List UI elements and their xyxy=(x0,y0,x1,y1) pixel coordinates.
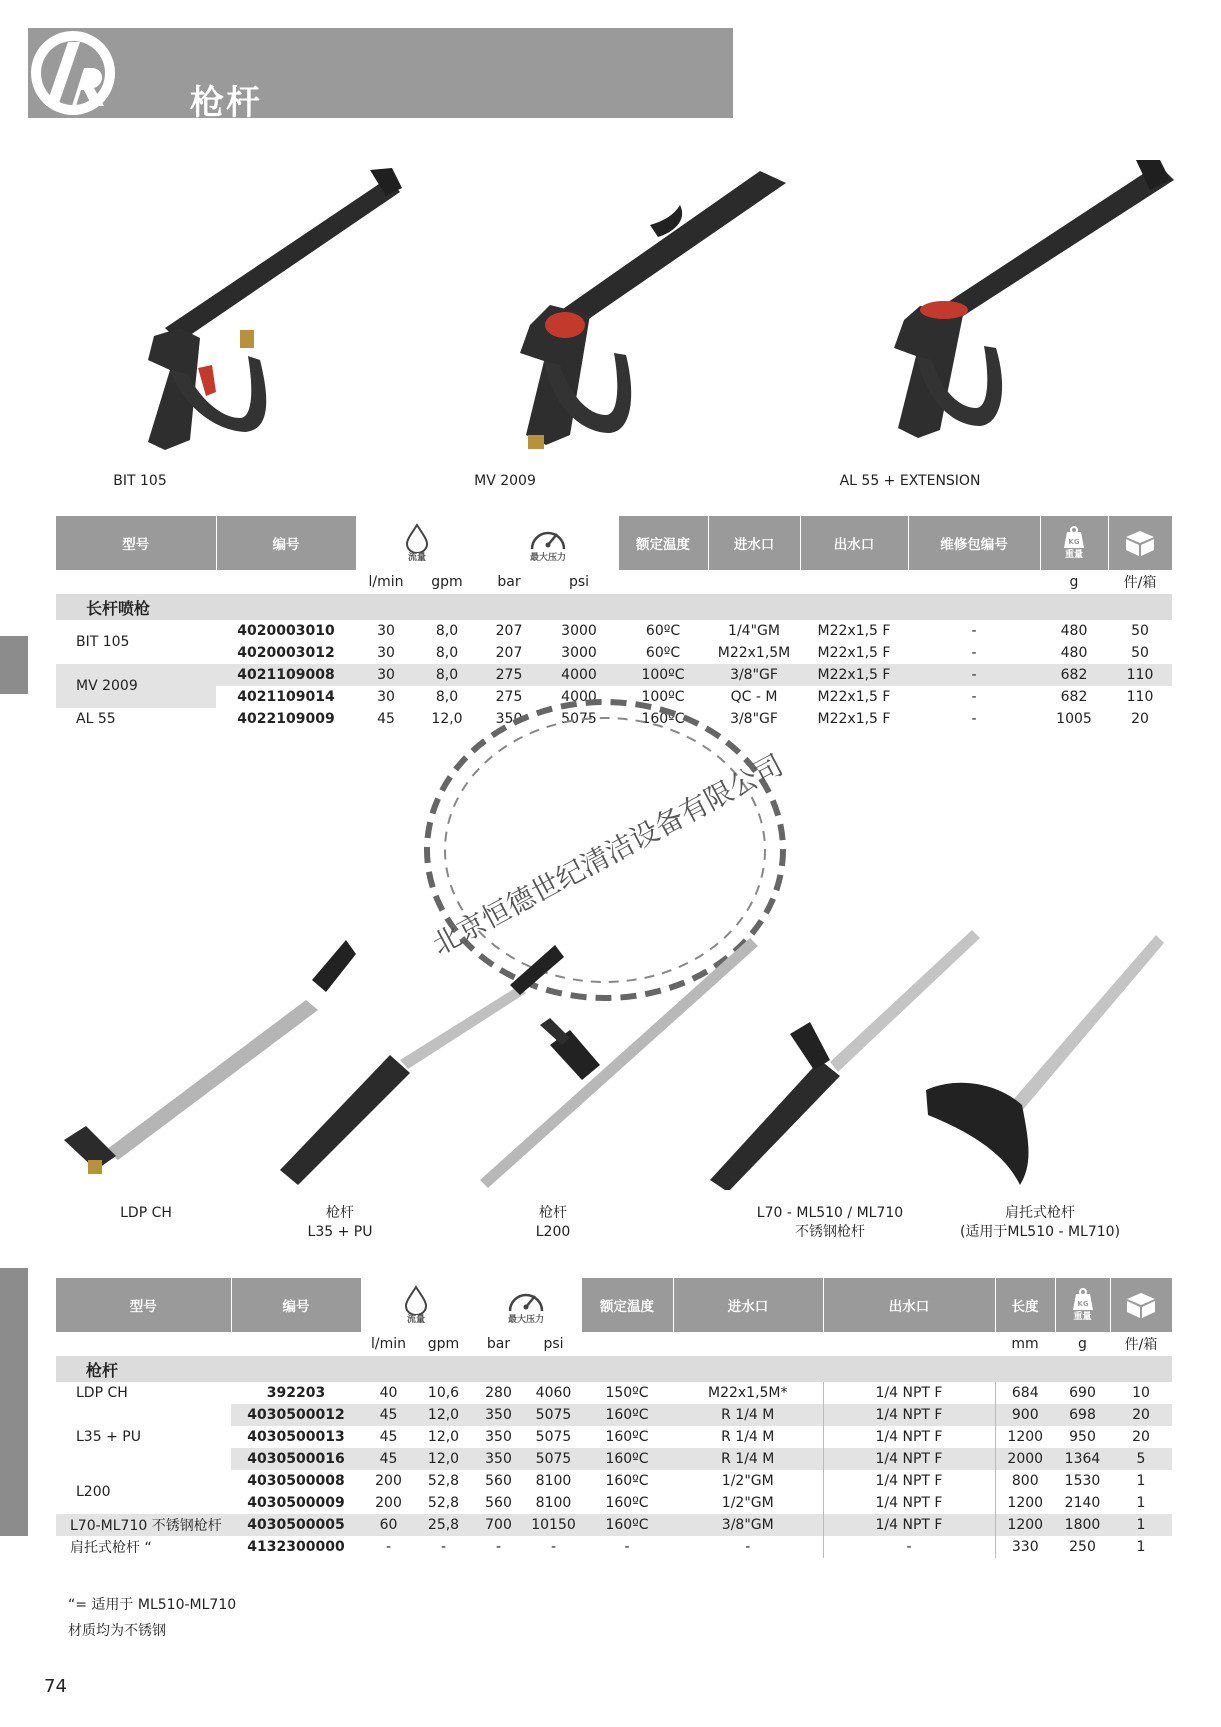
weight-icon xyxy=(1059,526,1089,550)
col-temp: 额定温度 xyxy=(581,1278,673,1332)
table-row: 肩托式枪杆 “ 4132300000 - - - - - - - 330 250 1 xyxy=(56,1536,1172,1558)
gauge-icon xyxy=(528,523,568,553)
col-pressure: 最大压力 xyxy=(478,516,618,570)
side-tab xyxy=(0,1268,28,1536)
side-tab xyxy=(0,636,28,694)
col-flow: 流量 xyxy=(361,1278,471,1332)
lance-caption: 枪杆 xyxy=(539,1205,567,1221)
footnote: “= 适用于 ML510-ML710 xyxy=(68,1597,237,1613)
table-row: 4030500009 200 52,8 560 8100 160ºC 1/2"GM 1/4 NPT F 1200 2140 1 xyxy=(56,1492,1172,1514)
gun-caption: BIT 105 xyxy=(113,473,167,489)
col-flow: 流量 xyxy=(356,516,478,570)
lance-caption: 不锈钢枪杆 xyxy=(795,1224,865,1240)
svg-text:KG: KG xyxy=(1076,1300,1089,1308)
gun-caption: MV 2009 xyxy=(474,473,536,489)
col-pressure: 最大压力 xyxy=(471,1278,581,1332)
table-row: 4021109014 30 8,0 275 4000 100ºC QC - M M22x1,5 F - 682 110 xyxy=(237,689,1154,705)
col-repair: 维修包编号 xyxy=(908,516,1040,570)
table-row: L200 4030500008 200 52,8 560 8100 160ºC 1/2"GM 1/4 NPT F 800 1530 1 xyxy=(56,1470,1172,1492)
table-row: MV 2009 4021109008 30 8,0 275 4000 100ºC 3/8"GF M22x1,5 F - 682 110 xyxy=(56,664,1172,686)
lance-caption: L35 + PU xyxy=(307,1224,373,1240)
table-row: 4030500016 45 12,0 350 5075 160ºC R 1/4 M 1/4 NPT F 2000 1364 5 xyxy=(56,1448,1172,1470)
box-icon xyxy=(1124,1291,1158,1319)
section-title: 枪杆 xyxy=(56,1356,1172,1382)
table-row: 4020003012 30 8,0 207 3000 60ºC M22x1,5M M22x1,5 F - 480 50 xyxy=(237,645,1149,661)
col-inlet: 进水口 xyxy=(673,1278,823,1332)
water-drop-icon xyxy=(403,1285,429,1315)
col-code: 编号 xyxy=(216,516,356,570)
lance-caption: L70 - ML510 / ML710 xyxy=(756,1205,904,1221)
section-title: 长杆喷枪 xyxy=(56,594,1172,620)
col-model: 型号 xyxy=(56,1278,231,1332)
col-weight: KG 重量 xyxy=(1055,1278,1110,1332)
gun-caption: AL 55 + EXTENSION xyxy=(839,473,981,489)
water-drop-icon xyxy=(404,523,430,553)
gun-image-al55 xyxy=(840,160,1180,450)
lance-image-shoulder xyxy=(920,925,1180,1190)
col-length: 长度 xyxy=(995,1278,1055,1332)
gauge-icon xyxy=(506,1285,546,1315)
col-code: 编号 xyxy=(231,1278,361,1332)
svg-text:北京恒德世纪清洁设备有限公司: 北京恒德世纪清洁设备有限公司 xyxy=(426,748,789,962)
lance-caption: 肩托式枪杆 xyxy=(1005,1205,1075,1221)
gun-spec-table: 型号 编号 流量 最大压力 额定温度 进水口 出水口 维修包编号 KG 重量 l/min gpm bar psi g 件/箱 长杆喷枪 BIT 105 4020003010 30 8,0 207 3000 60ºC 1/4"GM M22x1,5 F - 480 50 4020003012 30 8,0 207 3000 60ºC M22x1,5M M22x1,5 F - 480 50 MV 2009 4021109008 30 8,0 275 4000 100ºC 3/8"GF M22x1,5 F - 682 110 4021109014 30 8,0 275 4000 100ºC QC - M M22x1,5 F - 682 110 AL 55 4022109009 45 12,0 350 5075 160ºC 3/8"GF M22x1,5 F - 1005 20 xyxy=(56,516,1173,730)
col-inlet: 进水口 xyxy=(708,516,800,570)
page-title: 枪杆 xyxy=(190,83,262,123)
col-box xyxy=(1108,516,1172,570)
col-outlet: 出水口 xyxy=(823,1278,995,1332)
table-row: AL 55 4022109009 45 12,0 350 5075 160ºC 3/8"GF M22x1,5 F - 1005 20 xyxy=(76,711,1149,727)
table-row: 4030500013 45 12,0 350 5075 160ºC R 1/4 M 1/4 NPT F 1200 950 20 xyxy=(56,1426,1172,1448)
table-row: L35 + PU 4030500012 45 12,0 350 5075 160ºC R 1/4 M 1/4 NPT F 900 698 20 xyxy=(56,1404,1172,1426)
col-temp: 额定温度 xyxy=(618,516,708,570)
lance-caption: (适用于ML510 - ML710) xyxy=(959,1224,1121,1240)
lance-caption: 枪杆 xyxy=(326,1205,354,1221)
weight-icon xyxy=(1068,1288,1098,1312)
lance-caption: L200 xyxy=(535,1224,571,1240)
table-row: BIT 105 4020003010 30 8,0 207 3000 60ºC 1/4"GM M22x1,5 F - 480 50 xyxy=(76,623,1149,650)
col-weight: KG 重量 xyxy=(1040,516,1108,570)
lance-caption: LDP CH xyxy=(120,1205,172,1221)
brand-logo xyxy=(28,28,118,118)
lance-spec-table: 型号 编号 流量 最大压力 额定温度 进水口 出水口 长度 KG 重量 l/min gpm bar psi mm g 件/箱 枪杆 LDP CH 392203 40 10,6 280 4060 150ºC M22x1,5M* 1/4 NPT F 684 690 10 L35 + PU 4030500012 45 12,0 350 5075 160ºC R 1/4 M 1/4 NPT F 900 698 20 4030500013 45 12,0 350 5075 160ºC R 1/4 M 1/4 NPT F 1200 950 20 4030500016 45 12,0 350 5075 160ºC R 1/4 M 1/4 NPT F 2000 1364 5 L200 4030500008 200 52,8 560 8100 160ºC 1/2"GM 1/4 NPT F 800 1530 1 4030500009 200 52,8 560 8100 160ºC 1/2"GM 1/4 NPT F 1200 2140 1 L70-ML710 不锈钢枪杆 4030500005 60 25,8 700 10150 160ºC 3/8"GM 1/4 NPT F 1200 1800 1 肩托式枪杆 “ 4132300000 - - - - - - - 330 250 1 xyxy=(56,1278,1173,1558)
gun-image-bit105 xyxy=(70,160,410,450)
svg-text:KG: KG xyxy=(1068,538,1080,546)
gun-image-mv2009 xyxy=(460,165,800,455)
table-row: LDP CH 392203 40 10,6 280 4060 150ºC M22x1,5M* 1/4 NPT F 684 690 10 xyxy=(56,1382,1172,1404)
page-number: 74 xyxy=(44,1676,67,1697)
box-icon xyxy=(1123,529,1157,557)
col-model: 型号 xyxy=(56,516,216,570)
col-outlet: 出水口 xyxy=(800,516,908,570)
col-box xyxy=(1110,1278,1172,1332)
table-row: L70-ML710 不锈钢枪杆 4030500005 60 25,8 700 10150 160ºC 3/8"GM 1/4 NPT F 1200 1800 1 xyxy=(56,1514,1172,1536)
footnote: 材质均为不锈钢 xyxy=(68,1623,166,1639)
